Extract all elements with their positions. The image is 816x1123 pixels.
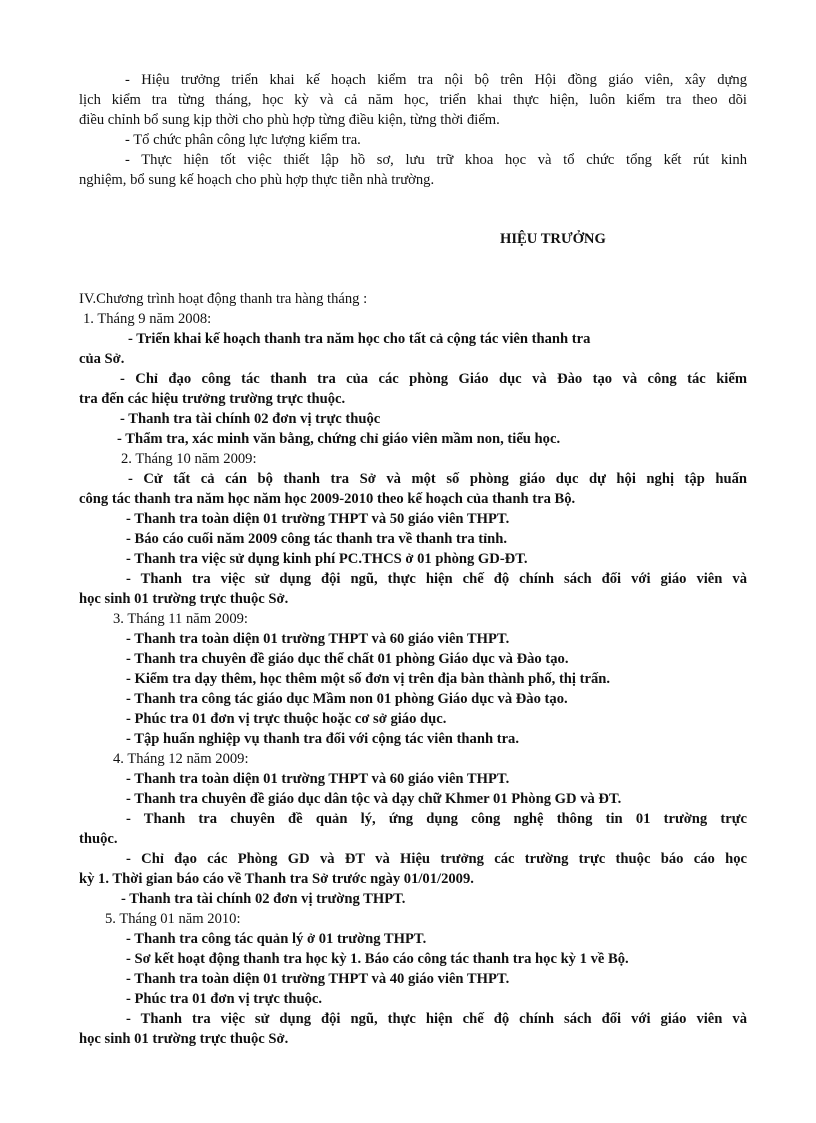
month-1-title: 1. Tháng 9 năm 2008: [83,311,212,327]
month-3-item-6: - Tập huấn nghiệp vụ thanh tra đối với cộng tác viên thanh tra. [126,731,520,747]
intro-paragraph-3-line-1: - Thực hiện tốt việc thiết lập hồ sơ, lưu trữ khoa học và tổ chức tổng kết rút kinh [125,152,747,168]
intro-paragraph-1-line-3: điều chỉnh bổ sung kịp thời cho phù hợp từng điều kiện, từng thời điểm. [79,112,500,128]
month-5-item-1: - Thanh tra công tác quản lý ở 01 trường THPT. [126,931,427,947]
month-1-item-2-line-1: - Chỉ đạo công tác thanh tra của các phòng Giáo dục và Đào tạo và công tác kiểm [120,371,747,387]
month-4-item-4-line-2: kỳ 1. Thời gian báo cáo về Thanh tra Sở trước ngày 01/01/2009. [79,871,474,887]
intro-paragraph-3-line-2: nghiệm, bổ sung kế hoạch cho phù hợp thực tiễn nhà trường. [79,172,435,188]
month-1-item-1-line-1: - Triển khai kế hoạch thanh tra năm học cho tất cả cộng tác viên thanh tra [128,331,591,347]
month-1-item-2-line-2: tra đến các hiệu trưởng trường trực thuộc. [79,391,346,407]
month-5-title: 5. Tháng 01 năm 2010: [105,911,241,927]
month-3-item-2: - Thanh tra chuyên đề giáo dục thể chất 01 phòng Giáo dục và Đào tạo. [126,651,569,667]
month-3-item-5: - Phúc tra 01 đơn vị trực thuộc hoặc cơ sở giáo dục. [126,711,447,727]
section-heading: IV.Chương trình hoạt động thanh tra hàng tháng : [79,291,368,307]
month-3-item-1: - Thanh tra toàn diện 01 trường THPT và 60 giáo viên THPT. [126,631,510,647]
month-5-item-5-line-1: - Thanh tra việc sử dụng đội ngũ, thực hiện chế độ chính sách đối với giáo viên và [126,1011,747,1027]
month-1-item-1-line-2: của Sở. [79,351,125,367]
month-5-item-4: - Phúc tra 01 đơn vị trực thuộc. [126,991,323,1007]
month-5-item-3: - Thanh tra toàn diện 01 trường THPT và 40 giáo viên THPT. [126,971,510,987]
month-2-item-1-line-2: công tác thanh tra năm học năm học 2009-2010 theo kế hoạch của thanh tra Bộ. [79,491,576,507]
month-4-item-3-line-2: thuộc. [79,831,118,847]
month-1-item-3: - Thanh tra tài chính 02 đơn vị trực thuộc [120,411,381,427]
month-2-title: 2. Tháng 10 năm 2009: [121,451,257,467]
month-4-item-2: - Thanh tra chuyên đề giáo dục dân tộc và dạy chữ Khmer 01 Phòng GD và ĐT. [126,791,622,807]
month-1-item-4: - Thẩm tra, xác minh văn bằng, chứng chỉ giáo viên mầm non, tiểu học. [117,431,561,447]
month-3-item-4: - Thanh tra công tác giáo dục Mầm non 01 phòng Giáo dục và Đào tạo. [126,691,568,707]
month-2-item-4: - Thanh tra việc sử dụng kinh phí PC.THCS ở 01 phòng GD-ĐT. [126,551,528,567]
month-2-item-5-line-2: học sinh 01 trường trực thuộc Sở. [79,591,289,607]
month-4-item-1: - Thanh tra toàn diện 01 trường THPT và 60 giáo viên THPT. [126,771,510,787]
month-2-item-1-line-1: - Cử tất cả cán bộ thanh tra Sở và một số phòng giáo dục dự hội nghị tập huấn [128,471,747,487]
month-5-item-2: - Sơ kết hoạt động thanh tra học kỳ 1. Báo cáo công tác thanh tra học kỳ 1 về Bộ. [126,951,629,967]
signature-title: HIỆU TRƯỞNG [500,231,606,247]
month-5-item-5-line-2: học sinh 01 trường trực thuộc Sở. [79,1031,289,1047]
month-2-item-5-line-1: - Thanh tra việc sử dụng đội ngũ, thực hiện chế độ chính sách đối với giáo viên và [126,571,747,587]
month-3-item-3: - Kiểm tra dạy thêm, học thêm một số đơn vị trên địa bàn thành phố, thị trấn. [126,671,611,687]
month-4-title: 4. Tháng 12 năm 2009: [113,751,249,767]
month-4-item-5: - Thanh tra tài chính 02 đơn vị trường THPT. [121,891,406,907]
month-2-item-2: - Thanh tra toàn diện 01 trường THPT và 50 giáo viên THPT. [126,511,510,527]
intro-paragraph-2: - Tổ chức phân công lực lượng kiểm tra. [125,132,361,148]
month-2-item-3: - Báo cáo cuối năm 2009 công tác thanh tra về thanh tra tỉnh. [126,531,508,547]
intro-paragraph-1-line-2: lịch kiểm tra từng tháng, học kỳ và cả năm học, triển khai thực hiện, luôn kiểm tra theo dõi [79,92,747,108]
month-4-item-4-line-1: - Chỉ đạo các Phòng GD và ĐT và Hiệu trưởng các trường trực thuộc báo cáo học [126,851,747,867]
month-4-item-3-line-1: - Thanh tra chuyên đề quản lý, ứng dụng công nghệ thông tin 01 trường trực [126,811,747,827]
month-3-title: 3. Tháng 11 năm 2009: [113,611,248,627]
intro-paragraph-1-line-1: - Hiệu trưởng triển khai kế hoạch kiểm tra nội bộ trên Hội đồng giáo viên, xây dựng [125,72,747,88]
